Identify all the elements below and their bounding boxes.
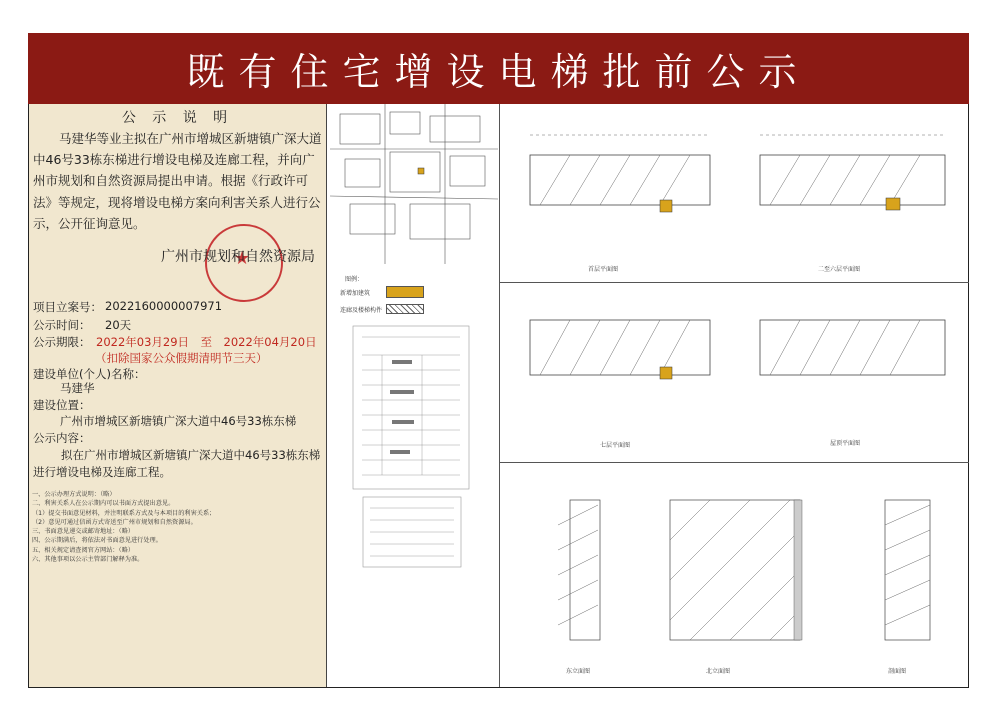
attached-form [352,325,470,490]
fine-print-line: 一、公示办理方式说明：（略） [32,491,116,498]
legend-title: 图例： [345,276,364,283]
legend-new-label: 新增加建筑 [340,290,371,297]
location-label: 建设位置： [33,398,91,412]
notice-heading: 公 示 说 明 [121,110,234,126]
issuer-name: 广州市规划和自然资源局 [161,249,315,265]
location-value: 广州市增城区新塘镇广深大道中46号33栋东梯 [60,414,297,428]
floor-plan-4 [740,295,965,395]
range-note: （扣除国家公众假期清明节三天） [95,351,268,365]
elevation-east [548,495,618,645]
poster-title: 既有住宅增设电梯批前公示 [186,50,811,94]
content-label: 公示内容： [33,431,91,445]
fine-print-line: 四、公示期满后，将依法对书面意见进行处理。 [32,537,162,545]
drawing-3-caption: 七层平面图 [600,442,631,449]
drawing-7-caption: 剖面图 [888,668,907,675]
builder-label: 建设单位(个人)名称： [33,367,146,381]
range-value: 2022年03月29日 至 2022年04月20日 [96,335,317,349]
fine-print-line: （2）意见可通过信函方式寄送至广州市规划和自然资源局。 [32,518,197,526]
elevation-north [660,495,810,645]
fine-print-line: 五、相关规定请查阅官方网站：（略） [32,546,135,554]
floor-plan-3 [510,295,730,395]
fine-print-line: 三、书面意见递交或邮寄地址：（略） [32,528,135,536]
attached-form-2 [362,496,462,568]
period-value: 20天 [105,318,132,332]
title-banner [28,33,969,104]
fine-print-line: 二、利害关系人在公示期内可以书面方式提出意见。 [32,500,175,508]
fine-print-line: （1）提交书面意见材料，并注明联系方式及与本项目的利害关系； [32,509,216,517]
drawing-1-caption: 首层平面图 [588,266,619,273]
range-label: 公示期限： [33,335,91,349]
legend-corridor-label: 连廊及楼梯构件 [340,307,383,314]
builder-value: 马建华 [60,381,95,395]
site-map [330,104,498,264]
section [870,495,945,645]
drawing-2-caption: 二至六层平面图 [818,266,861,273]
floor-plan-2 [740,125,965,215]
notice-paragraph: 马建华等业主拟在广州市增城区新塘镇广深大道中46号33栋东梯进行增设电梯及连廊工程，并向广州市规划和自然资源局提出申请。根据《行政许可法》等规定，现将增设电梯方案向利害关系人进行公示，公开征询意见。 [33,131,322,231]
legend-corridor-swatch [386,304,424,314]
fine-print [32,490,324,564]
period-label: 公示时间： [33,318,91,332]
project-no: 2022160000007971 [105,299,223,313]
drawing-6-caption: 北立面图 [706,668,731,675]
drawings-row-divider-1 [499,282,969,283]
project-no-label: 项目立案号： [33,300,102,314]
floor-plan-1 [510,125,730,215]
content-value: 拟在广州市增城区新塘镇广深大道中46号33栋东梯进行增设电梯及连廊工程。 [33,448,321,479]
drawings-divider [499,104,500,687]
fine-print-line: 六、其他事项以公示主管部门解释为准。 [32,556,144,564]
drawing-4-caption: 屋顶平面图 [830,440,861,447]
legend-new-swatch [386,286,424,298]
drawing-5-caption: 东立面图 [566,668,591,675]
drawings-row-divider-2 [499,462,969,463]
